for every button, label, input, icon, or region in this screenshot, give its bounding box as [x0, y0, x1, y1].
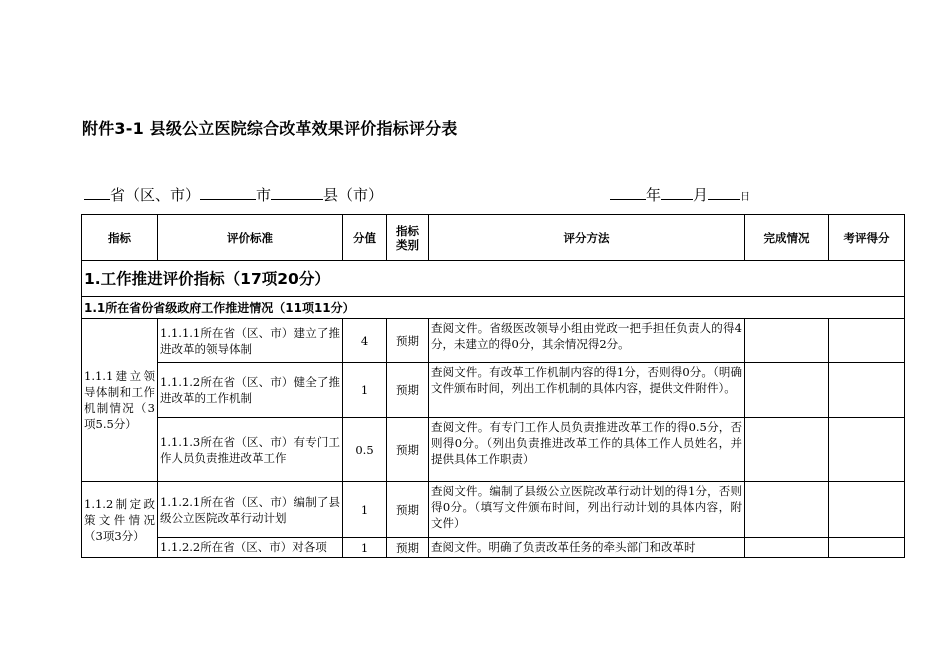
table-row — [82, 538, 905, 558]
completion-cell[interactable] — [745, 538, 829, 558]
score-cell: 4 — [343, 319, 387, 363]
day-blank[interactable] — [708, 185, 740, 200]
county-label: 县（市） — [323, 186, 384, 204]
score-cell: 1 — [343, 538, 387, 558]
score-cell: 1 — [343, 363, 387, 418]
year-label: 年 — [646, 186, 662, 204]
region-line — [84, 184, 383, 205]
table-row — [82, 418, 905, 482]
section-1-1-title: 1.1所在省份省级政府工作推进情况（11项11分） — [82, 297, 905, 319]
score-cell: 0.5 — [343, 418, 387, 482]
criterion-cell: 1.1.2.1所在省（区、市）编制了县级公立医院改革行动计划 — [158, 482, 343, 538]
method-cell: 查阅文件。有专门工作人员负责推进改革工作的得0.5分，否则得0分。（列出负责推进改革工作的具体工作人员姓名，并提供具体工作职责） — [429, 418, 745, 482]
score-cell: 1 — [343, 482, 387, 538]
method-cell: 查阅文件。省级医改领导小组由党政一把手担任负责人的得4分，未建立的得0分，其余情况得2分。 — [429, 319, 745, 363]
header-category: 指标类别 — [387, 215, 429, 261]
county-blank[interactable] — [271, 185, 323, 200]
indicator-cell: 1.1.2制定政策文件情况（3项3分） — [82, 482, 158, 558]
category-cell: 预期 — [387, 319, 429, 363]
criterion-cell: 1.1.2.2所在省（区、市）对各项 — [158, 538, 343, 558]
criterion-cell: 1.1.1.3所在省（区、市）有专门工作人员负责推进改革工作 — [158, 418, 343, 482]
header-method: 评分方法 — [429, 215, 745, 261]
completion-cell[interactable] — [745, 319, 829, 363]
city-label: 市 — [256, 186, 272, 204]
category-cell: 预期 — [387, 363, 429, 418]
header-score: 分值 — [343, 215, 387, 261]
month-blank[interactable] — [661, 185, 693, 200]
method-cell: 查阅文件。有改革工作机制内容的得1分，否则得0分。（明确文件颁布时间，列出工作机制的具体内容，提供文件附件）。 — [429, 363, 745, 418]
method-cell: 查阅文件。编制了县级公立医院改革行动计划的得1分，否则得0分。（填写文件颁布时间，列出行动计划的具体内容，附文件） — [429, 482, 745, 538]
evaluation-score-cell[interactable] — [829, 538, 905, 558]
criterion-cell: 1.1.1.2所在省（区、市）健全了推进改革的工作机制 — [158, 363, 343, 418]
day-label: 日 — [740, 192, 751, 203]
completion-cell[interactable] — [745, 418, 829, 482]
city-blank[interactable] — [200, 185, 256, 200]
evaluation-score-cell[interactable] — [829, 363, 905, 418]
subsection-row — [82, 297, 905, 319]
date-line — [610, 184, 750, 205]
province-label: 省（区、市） — [110, 186, 201, 204]
table-row — [82, 363, 905, 418]
section-1-title: 1.工作推进评价指标（17项20分） — [82, 261, 905, 297]
header-indicator: 指标 — [82, 215, 158, 261]
evaluation-score-cell[interactable] — [829, 482, 905, 538]
province-blank[interactable] — [84, 185, 110, 200]
method-cell: 查阅文件。明确了负责改革任务的牵头部门和改革时 — [429, 538, 745, 558]
evaluation-score-cell[interactable] — [829, 418, 905, 482]
indicator-cell: 1.1.1建立领导体制和工作机制情况（3项5.5分） — [82, 319, 158, 482]
section-row — [82, 261, 905, 297]
category-cell: 预期 — [387, 538, 429, 558]
completion-cell[interactable] — [745, 482, 829, 538]
category-cell: 预期 — [387, 482, 429, 538]
completion-cell[interactable] — [745, 363, 829, 418]
table-row — [82, 482, 905, 538]
table-row — [82, 319, 905, 363]
criterion-cell: 1.1.1.1所在省（区、市）建立了推进改革的领导体制 — [158, 319, 343, 363]
evaluation-table — [81, 214, 905, 558]
month-label: 月 — [693, 186, 709, 204]
header-row — [82, 215, 905, 261]
category-cell: 预期 — [387, 418, 429, 482]
evaluation-score-cell[interactable] — [829, 319, 905, 363]
year-blank[interactable] — [610, 185, 646, 200]
header-criterion: 评价标准 — [158, 215, 343, 261]
header-evaluation-score: 考评得分 — [829, 215, 905, 261]
document-title: 附件3-1 县级公立医院综合改革效果评价指标评分表 — [82, 119, 458, 138]
header-completion: 完成情况 — [745, 215, 829, 261]
